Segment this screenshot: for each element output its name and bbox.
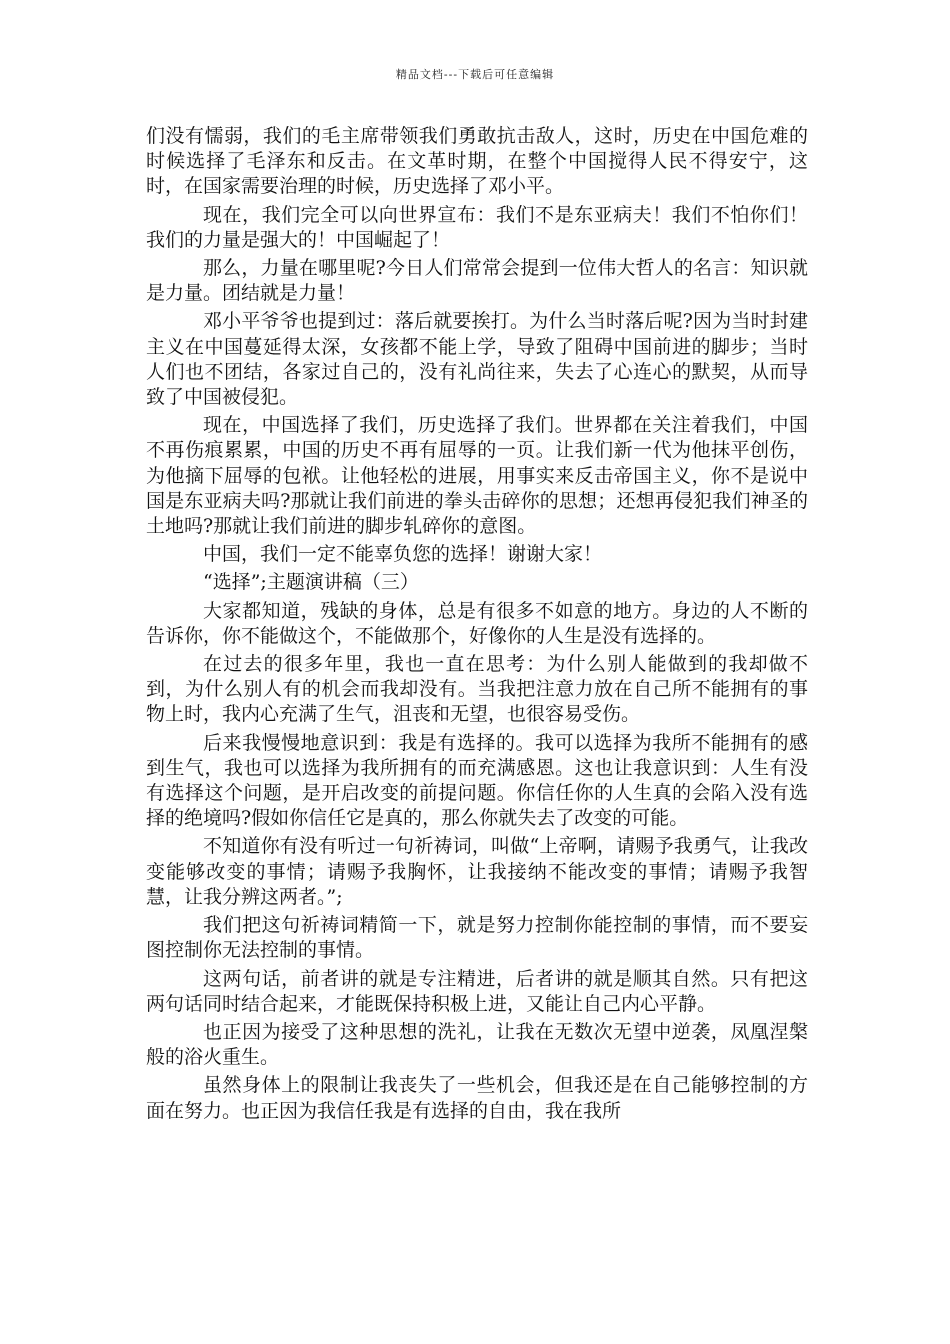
paragraph: 们没有懦弱，我们的毛主席带领我们勇敢抗击敌人，这时，历史在中国危难的时候选择了毛泽东和反击。在文革时期，在整个中国搅得人民不得安宁，这时，在国家需要治理的时候，历史选择了邓小平。: [146, 125, 808, 198]
page-header: 精品文档---下载后可任意编辑: [395, 68, 555, 81]
paragraph: 那么，力量在哪里呢?今日人们常常会提到一位伟大哲人的名言：知识就是力量。团结就是力量！: [146, 257, 808, 305]
paragraph: 大家都知道，残缺的身体，总是有很多不如意的地方。身边的人不断的告诉你，你不能做这个，不能做那个，好像你的人生是没有选择的。: [146, 599, 808, 647]
paragraph: 现在，我们完全可以向世界宣布：我们不是东亚病夫！我们不怕你们！我们的力量是强大的！中国崛起了！: [146, 203, 808, 251]
document-body: [146, 124, 808, 1127]
paragraph: 在过去的很多年里，我也一直在思考：为什么别人能做到的我却做不到，为什么别人有的机会而我却没有。当我把注意力放在自己所不能拥有的事物上时，我内心充满了生气，沮丧和无望，也很容易受伤。: [146, 653, 808, 726]
section-title: “选择”;主题演讲稿（三）: [203, 571, 419, 594]
paragraph: 这两句话，前者讲的就是专注精进，后者讲的就是顺其自然。只有把这两句话同时结合起来，才能既保持积极上进，又能让自己内心平静。: [146, 967, 808, 1015]
paragraph: 邓小平爷爷也提到过：落后就要挨打。为什么当时落后呢?因为当时封建主义在中国蔓延得太深，女孩都不能上学，导致了阻碍中国前进的脚步；当时人们也不团结，各家过自己的，没有礼尚往来，失去了心连心的默契，从而导致了中国被侵犯。: [146, 310, 808, 409]
paragraph: 也正因为接受了这种思想的洗礼，让我在无数次无望中逆袭，凤凰涅槃般的浴火重生。: [146, 1020, 808, 1069]
paragraph: 后来我慢慢地意识到：我是有选择的。我可以选择为我所不能拥有的感到生气，我也可以选择为我所拥有的而充满感恩。这也让我意识到：人生有没有选择这个问题，是开启改变的前提问题。你信任你的人生真的会陷入没有选择的绝境吗?假如你信任它是真的，那么你就失去了改变的可能。: [146, 731, 808, 830]
paragraph: 不知道你有没有听过一句祈祷词，叫做“上帝啊，请赐予我勇气，让我改变能够改变的事情；请赐予我胸怀，让我接纳不能改变的事情；请赐予我智慧，让我分辨这两者。”;: [146, 835, 808, 908]
paragraph: 虽然身体上的限制让我丧失了一些机会，但我还是在自己能够控制的方面在努力。也正因为我信任我是有选择的自由，我在我所: [146, 1074, 808, 1122]
paragraph: 现在，中国选择了我们，历史选择了我们。世界都在关注着我们，中国不再伤痕累累，中国的历史不再有屈辱的一页。让我们新一代为他抹平创伤，为他摘下屈辱的包袱。让他轻松的进展，用事实来反击帝国主义，你不是说中国是东亚病夫吗?那就让我们前进的拳头击碎你的思想；还想再侵犯我们神圣的土地吗?那就让我们前进的脚步轧碎你的意图。: [146, 414, 808, 538]
paragraph: 中国，我们一定不能辜负您的选择！谢谢大家！: [203, 543, 603, 566]
paragraph: 我们把这句祈祷词精简一下，就是努力控制你能控制的事情，而不要妄图控制你无法控制的事情。: [146, 914, 808, 962]
